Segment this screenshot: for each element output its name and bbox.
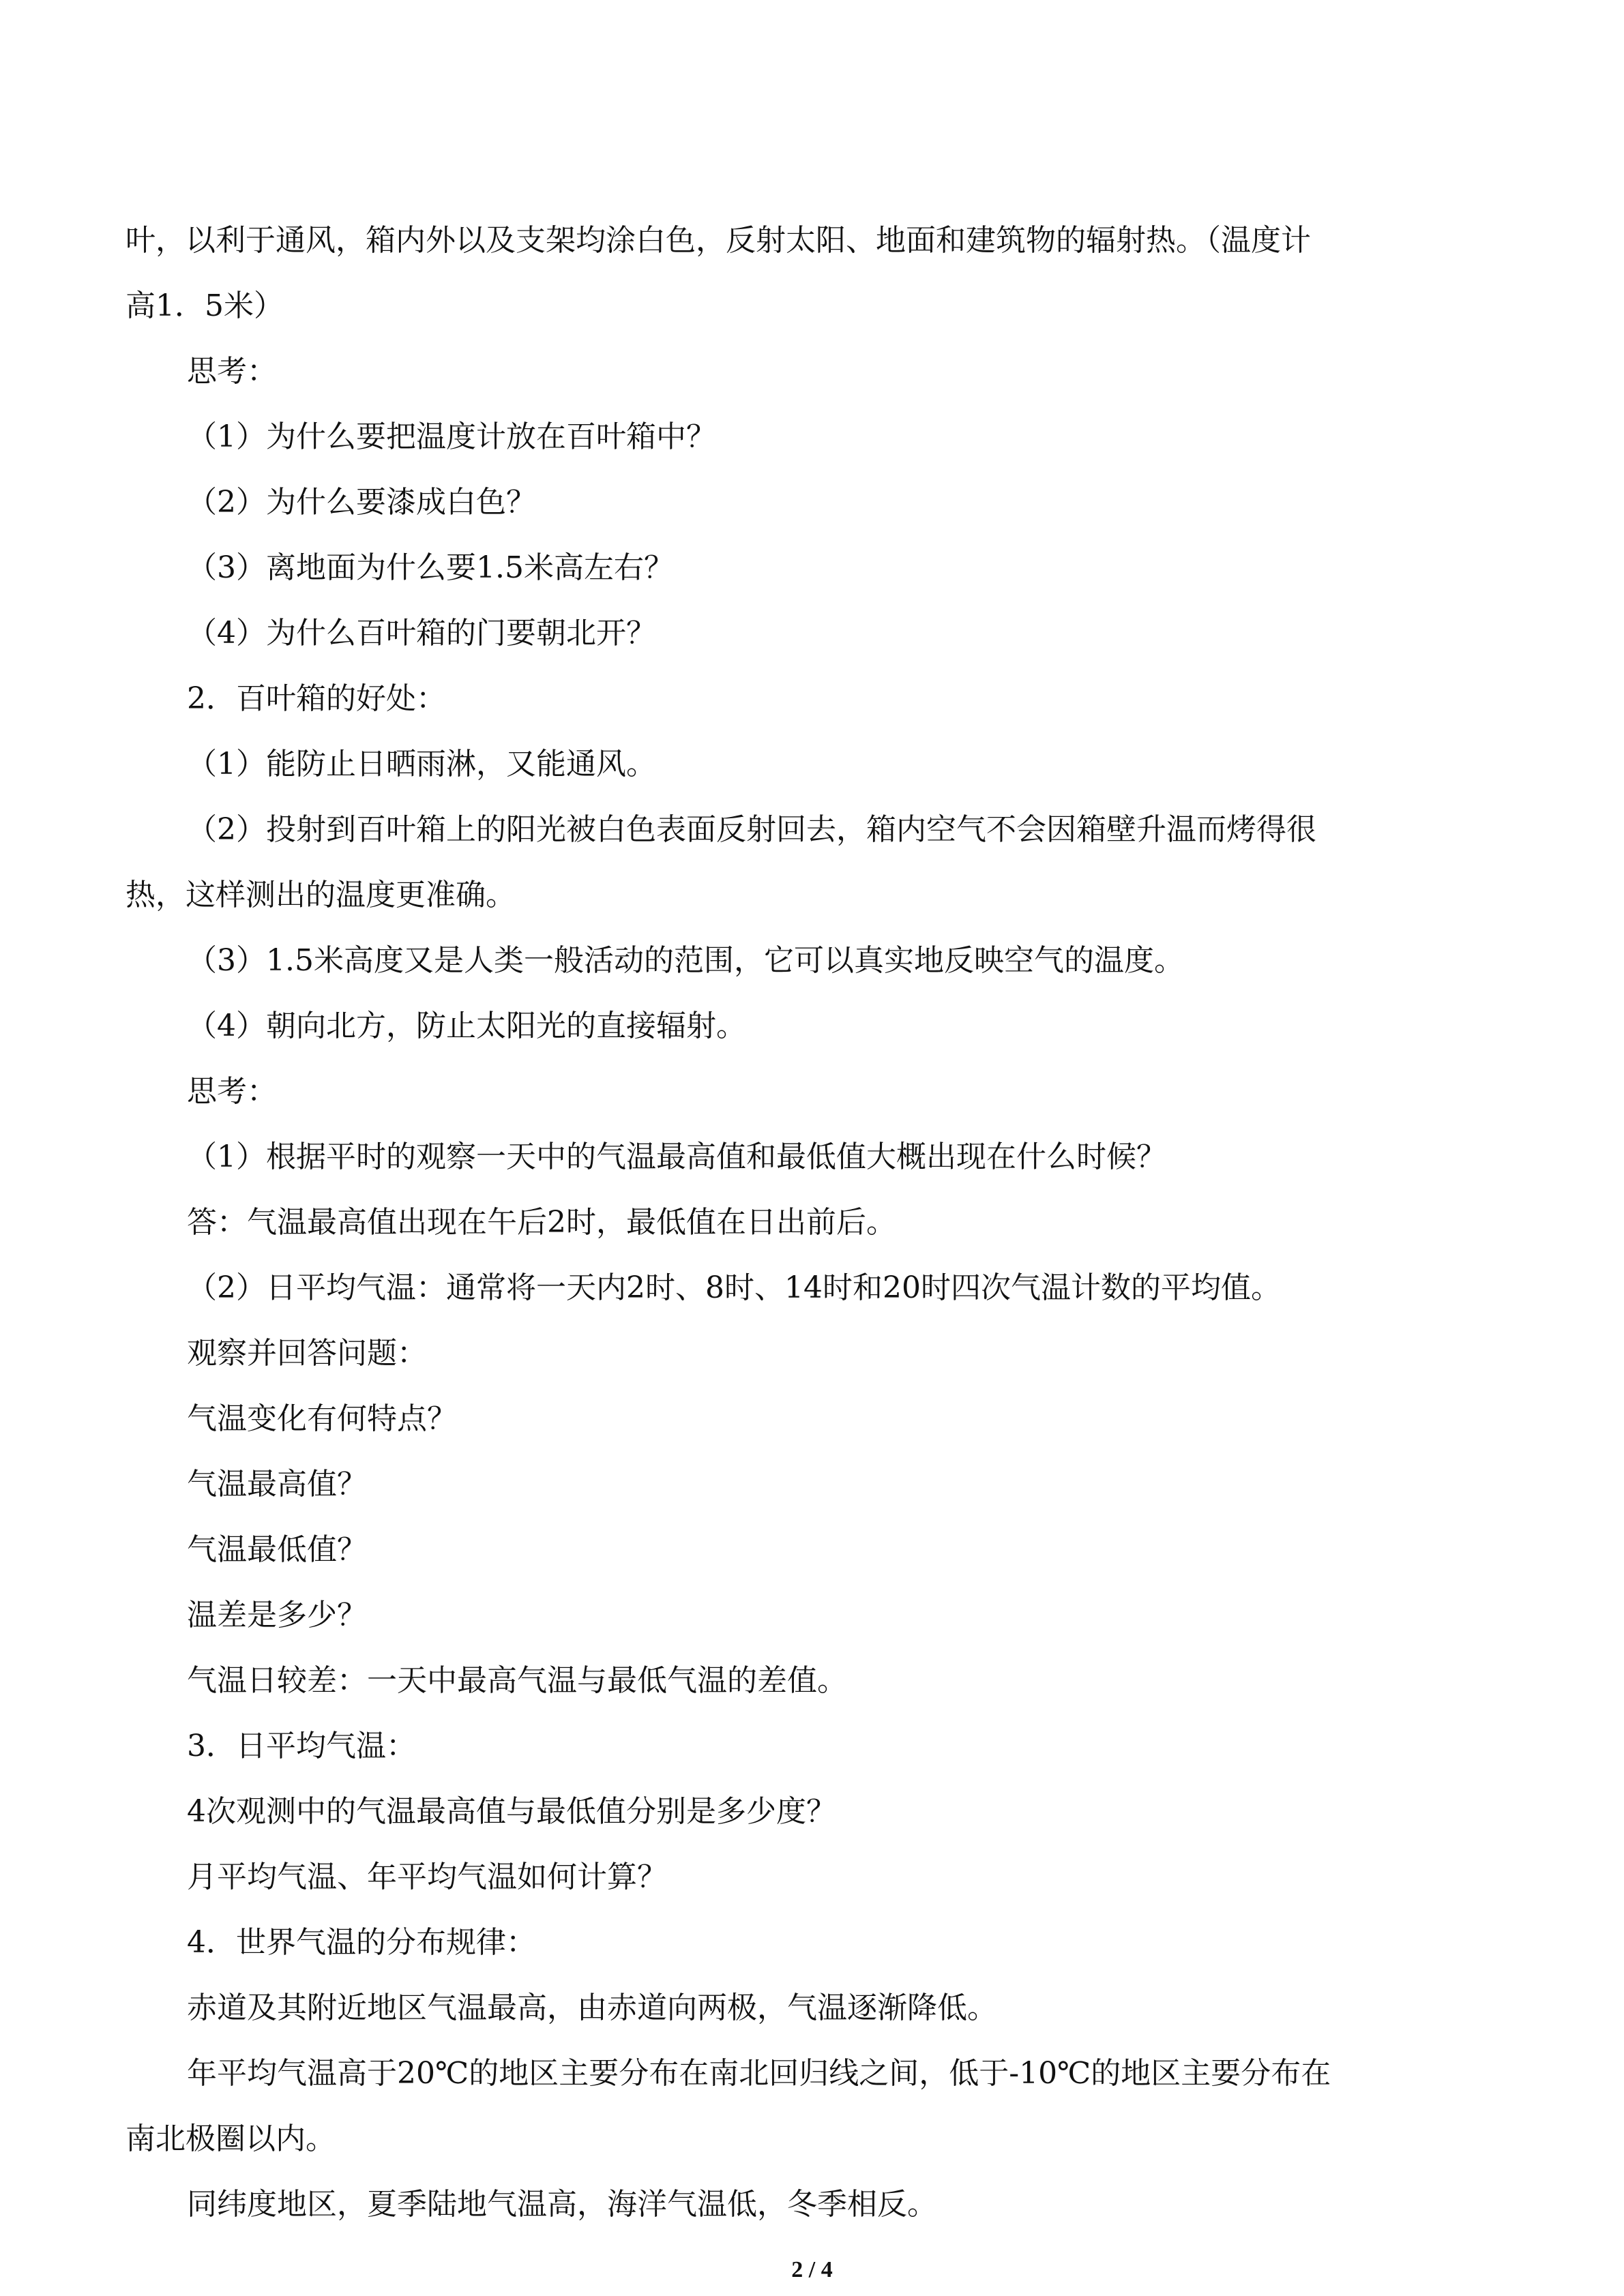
text-line: （1）根据平时的观察一天中的气温最高值和最低值大概出现在什么时候？ [187, 1139, 1166, 1174]
text-line: 2．百叶箱的好处： [187, 681, 446, 716]
text-line: （2）为什么要漆成白色？ [187, 485, 536, 520]
text-line: 思考： [187, 1074, 277, 1109]
text-line: 气温日较差：一天中最高气温与最低气温的差值。 [187, 1663, 847, 1698]
text-line: 思考： [187, 354, 277, 389]
text-line: （2）日平均气温：通常将一天内2时、8时、14时和20时四次气温计数的平均值。 [187, 1270, 1281, 1305]
text-line: （1）能防止日晒雨淋，又能通风。 [187, 747, 656, 781]
text-line: 高1．5米） [126, 288, 284, 323]
text-line: 4次观测中的气温最高值与最低值分别是多少度？ [187, 1794, 836, 1829]
text-line: 气温变化有何特点？ [187, 1401, 457, 1436]
text-line: 答：气温最高值出现在午后2时，最低值在日出前后。 [187, 1205, 896, 1240]
text-line: （3）1.5米高度又是人类一般活动的范围，它可以真实地反映空气的温度。 [187, 943, 1184, 978]
page-number: 2 / 4 [791, 2257, 833, 2282]
text-line: （4）朝向北方，防止太阳光的直接辐射。 [187, 1009, 746, 1043]
text-line: （4）为什么百叶箱的门要朝北开？ [187, 616, 656, 651]
text-line: 年平均气温高于20℃的地区主要分布在南北回归线之间，低于-10℃的地区主要分布在 [187, 2056, 1331, 2091]
text-line: （3）离地面为什么要1.5米高左右？ [187, 550, 674, 585]
text-line: 观察并回答问题： [187, 1336, 427, 1371]
text-line: 4．世界气温的分布规律： [187, 1925, 536, 1960]
text-line: 3．日平均气温： [187, 1729, 416, 1763]
text-line: 月平均气温、年平均气温如何计算？ [187, 1860, 667, 1894]
text-line: 赤道及其附近地区气温最高，由赤道向两极，气温逐渐降低。 [187, 1991, 997, 2025]
document-body [126, 208, 1499, 2237]
text-line: （2）投射到百叶箱上的阳光被白色表面反射回去，箱内空气不会因箱壁升温而烤得很 [187, 812, 1316, 847]
text-line: 气温最低值？ [187, 1532, 367, 1567]
text-line: 温差是多少？ [187, 1598, 367, 1632]
text-line: （1）为什么要把温度计放在百叶箱中？ [187, 419, 716, 454]
text-line: 气温最高值？ [187, 1467, 367, 1502]
text-line: 南北极圈以内。 [126, 2121, 336, 2156]
text-line: 叶，以利于通风，箱内外以及支架均涂白色，反射太阳、地面和建筑物的辐射热。（温度计 [126, 223, 1311, 258]
text-line: 同纬度地区，夏季陆地气温高，海洋气温低，冬季相反。 [187, 2187, 937, 2222]
text-line: 热，这样测出的温度更准确。 [126, 878, 516, 912]
